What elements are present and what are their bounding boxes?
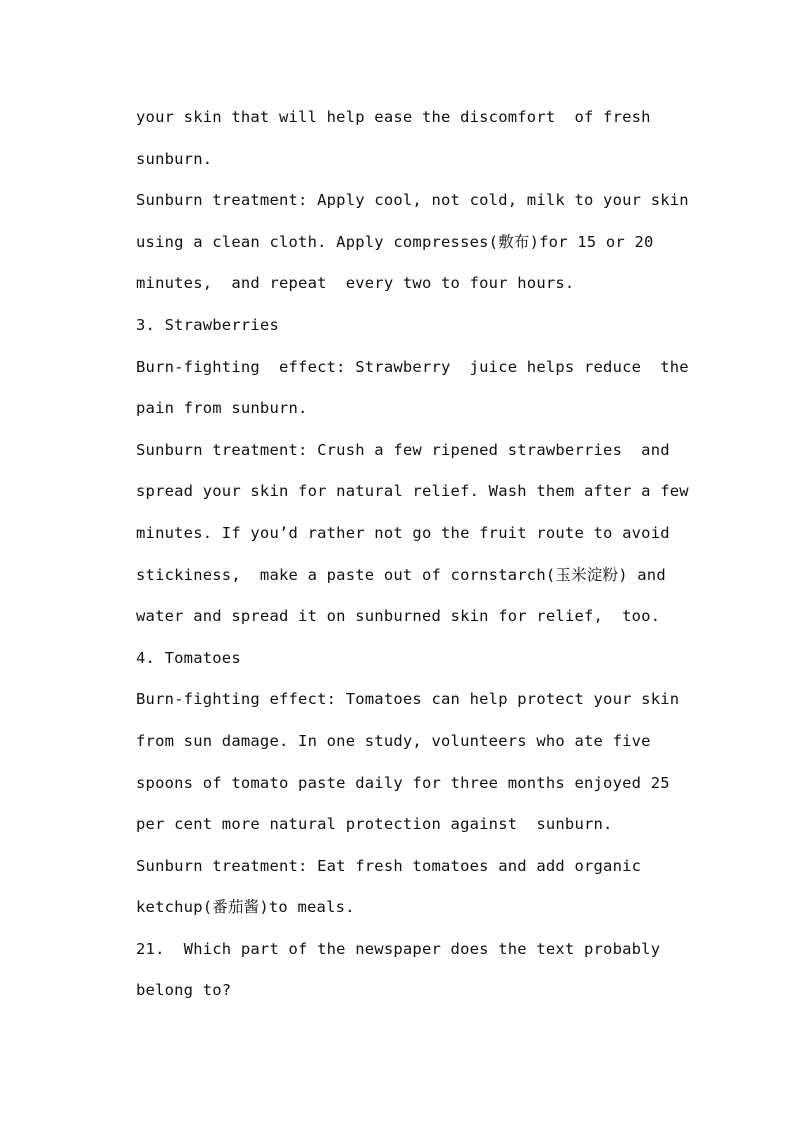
text-line: your skin that will help ease the discomfort of fresh — [136, 108, 651, 126]
text-line: Sunburn treatment: Eat fresh tomatoes and add organic — [136, 856, 642, 875]
text-line: water and spread it on sunburned skin for relief, too. — [136, 607, 661, 626]
text-line: spoons of tomato paste daily for three months enjoyed 25 — [136, 773, 670, 792]
text-line: minutes, and repeat every two to four hours. — [136, 274, 575, 293]
text-line: per cent more natural protection against sunburn. — [136, 815, 613, 834]
question-line: belong to? — [136, 981, 232, 1000]
question-line: 21. Which part of the newspaper does the text probably — [136, 939, 661, 958]
text-line: Burn-fighting effect: Tomatoes can help protect your skin — [136, 690, 680, 709]
text-line: from sun damage. In one study, volunteers who ate five — [136, 731, 651, 750]
text-line: pain from sunburn. — [136, 399, 308, 418]
text-line: using a clean cloth. Apply compresses(敷布)for 15 or 20 — [136, 232, 654, 251]
text-line: minutes. If you’d rather not go the fruit route to avoid — [136, 523, 670, 542]
text-line: sunburn. — [136, 149, 213, 168]
text-line: spread your skin for natural relief. Wash them after a few — [136, 482, 689, 501]
text-line: ketchup(番茄酱)to meals. — [136, 898, 355, 917]
text-line: Sunburn treatment: Crush a few ripened strawberries and — [136, 440, 670, 459]
document-body — [136, 97, 689, 1012]
section-heading: 3. Strawberries — [136, 315, 279, 334]
section-heading: 4. Tomatoes — [136, 648, 241, 667]
text-line: Burn-fighting effect: Strawberry juice helps reduce the — [136, 357, 689, 376]
text-line: Sunburn treatment: Apply cool, not cold, milk to your skin — [136, 191, 689, 210]
text-line: stickiness, make a paste out of cornstarch(玉米淀粉) and — [136, 565, 666, 584]
